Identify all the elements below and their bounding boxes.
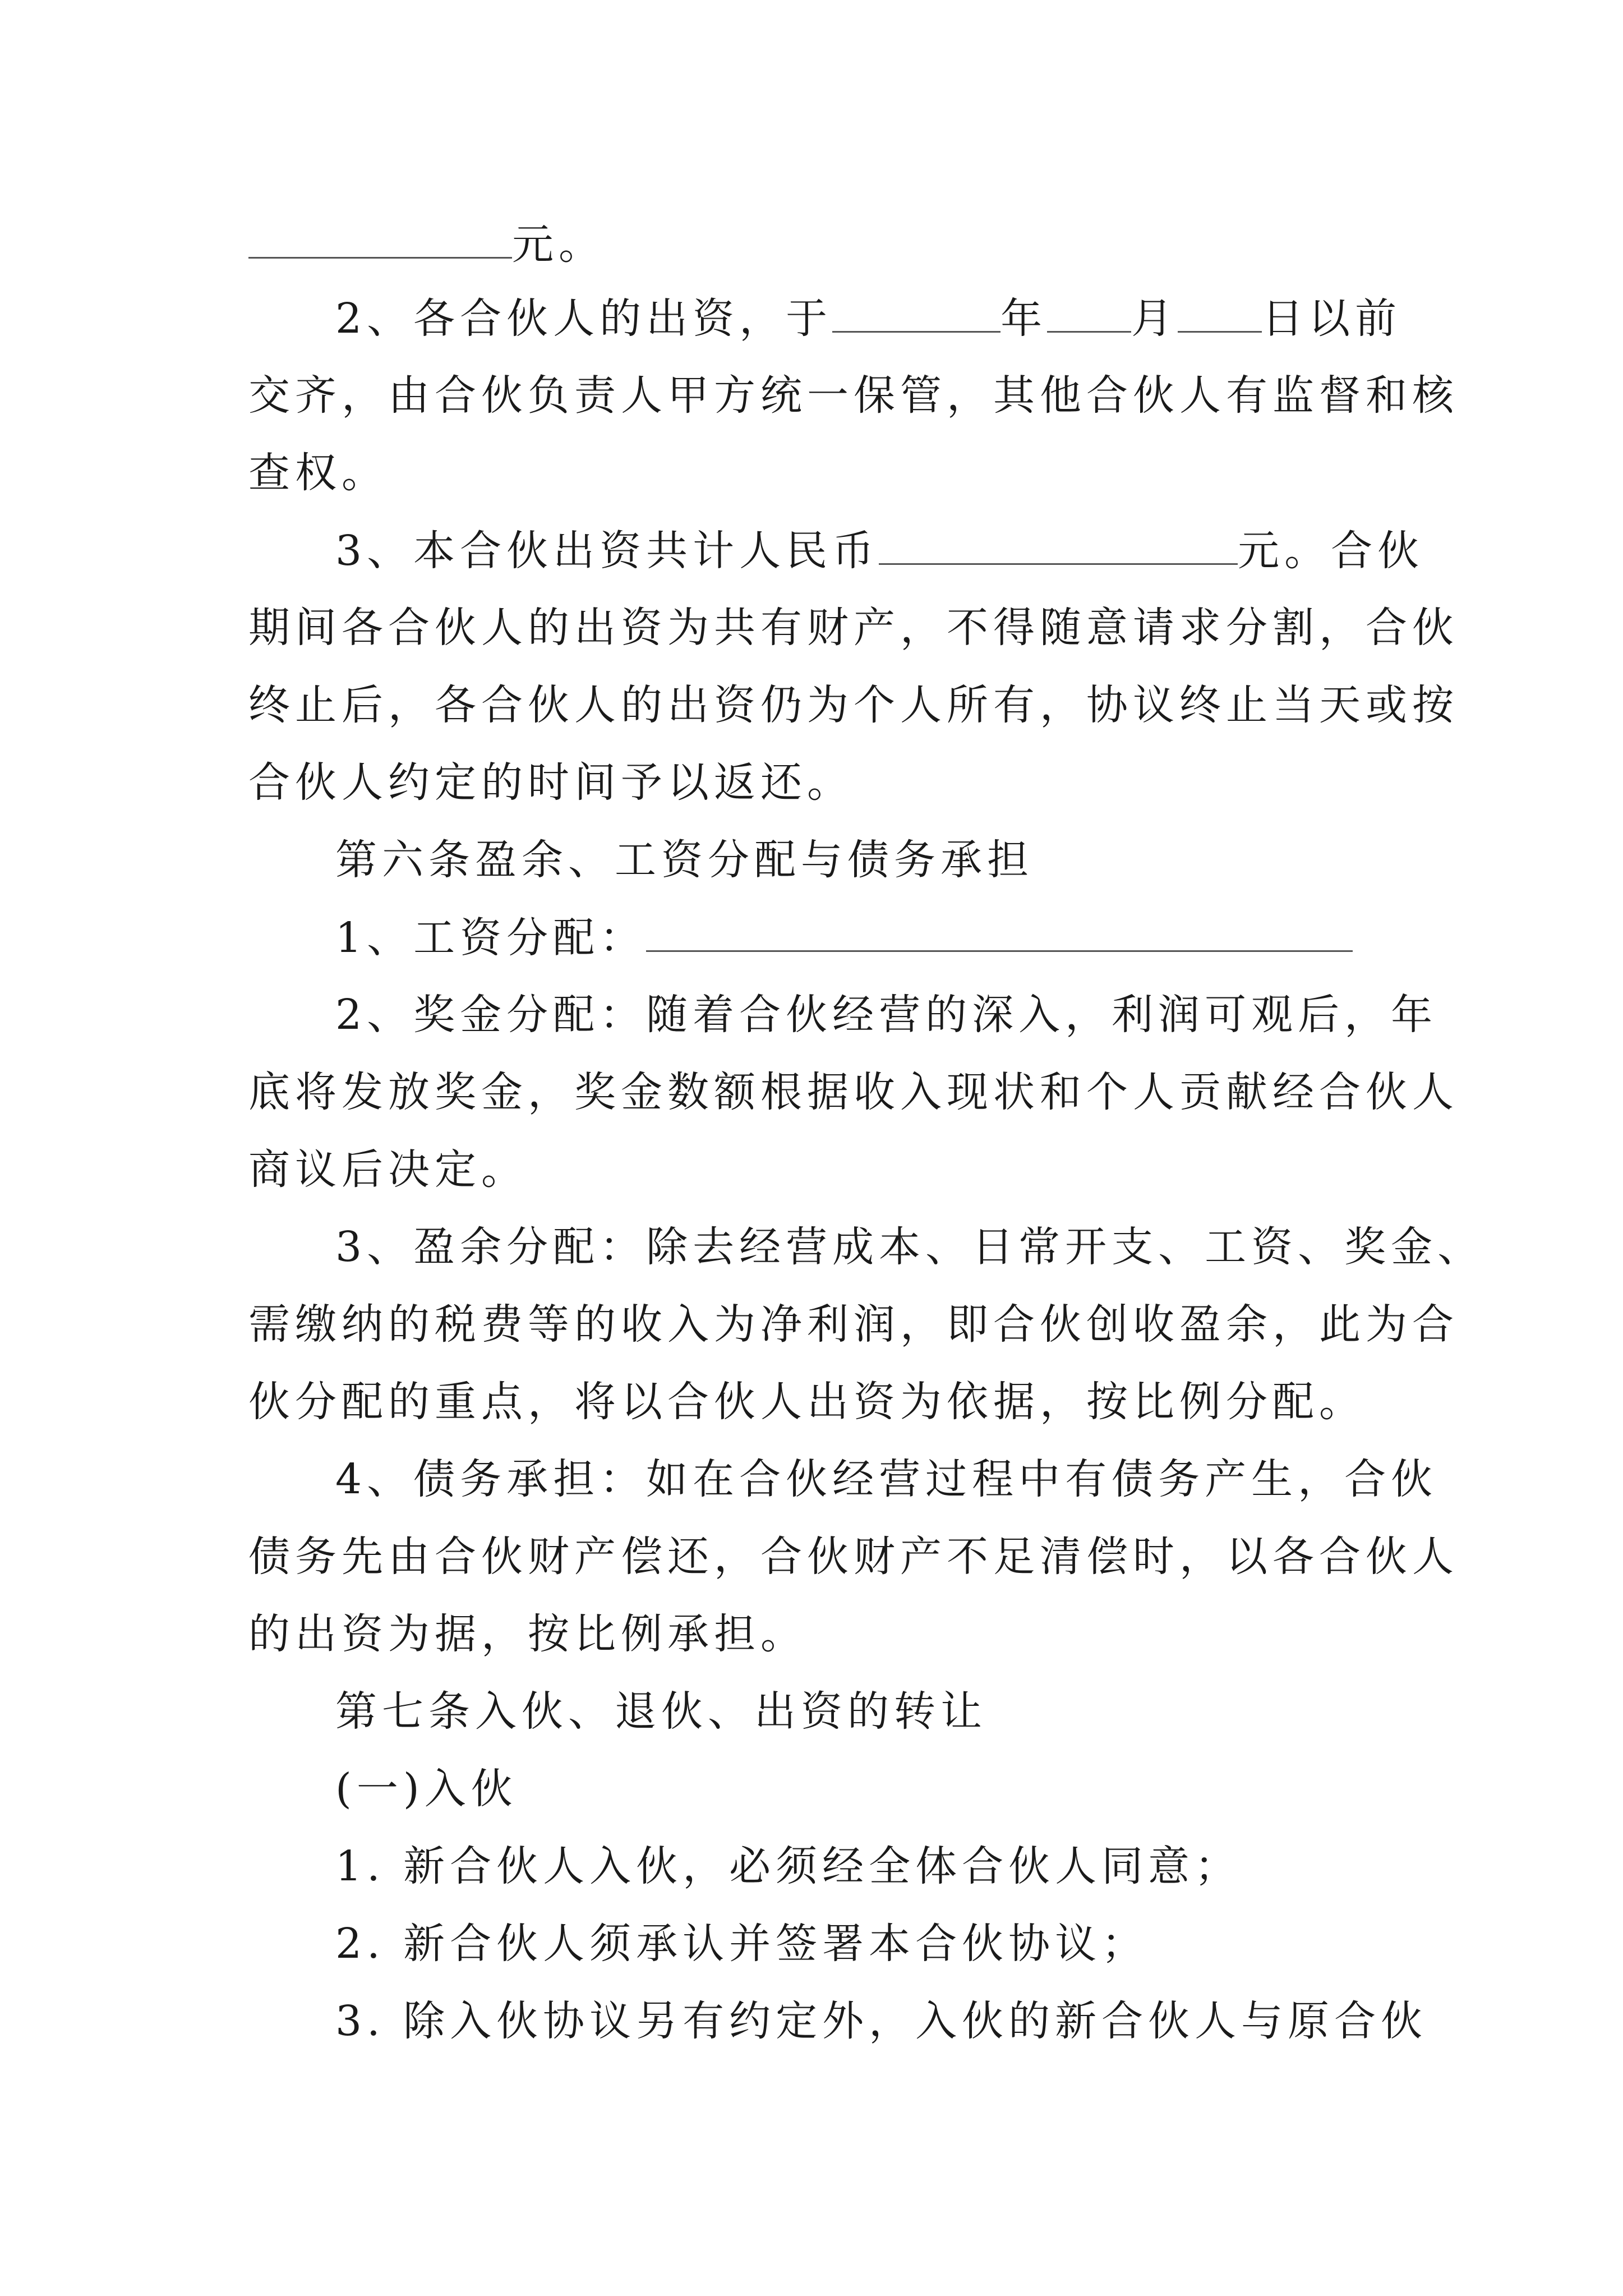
- text-line: 终止后，各合伙人的出资仍为个人所有，协议终止当天或按: [248, 681, 1459, 729]
- blank-year: [832, 297, 1000, 333]
- text-line: 4、债务承担：如在合伙经营过程中有债务产生，合伙: [335, 1455, 1438, 1503]
- list-item: 2. 新合伙人须承认并签署本合伙协议；: [335, 1920, 1149, 1968]
- list-item: 1. 新合伙人入伙，必须经全体合伙人同意；: [335, 1842, 1242, 1890]
- text-line: 需缴纳的税费等的收入为净利润，即合伙创收盈余，此为合: [248, 1300, 1459, 1349]
- text-line: 伙分配的重点，将以合伙人出资为依据，按比例分配。: [248, 1378, 1366, 1426]
- text-line: 合伙人约定的时间予以返还。: [248, 758, 854, 807]
- text-line: 期间各合伙人的出资为共有财产，不得随意请求分割，合伙: [248, 604, 1459, 652]
- text-line: 3、本合伙出资共计人民币 元。合伙: [335, 527, 1424, 575]
- text-line: 的出资为据，按比例承担。: [248, 1610, 807, 1658]
- text-line: 1、工资分配：: [335, 917, 1353, 959]
- text-line: 交齐，由合伙负责人甲方统一保管，其他合伙人有监督和核: [248, 371, 1459, 420]
- section-heading: 第七条入伙、退伙、出资的转让: [335, 1687, 987, 1736]
- blank-day: [1178, 297, 1262, 333]
- text-line: 商议后决定。: [248, 1145, 528, 1194]
- list-item: 3. 除入伙协议另有约定外，入伙的新合伙人与原合伙: [335, 1997, 1428, 2045]
- text-line: 债务先由合伙财产偿还，合伙财产不足清偿时，以各合伙人: [248, 1533, 1459, 1581]
- text-line: 3、盈余分配：除去经营成本、日常开支、工资、奖金、: [335, 1223, 1484, 1271]
- blank-month: [1047, 297, 1131, 333]
- blank-total-amount: [879, 530, 1238, 565]
- text-line: 2、奖金分配：随着合伙经营的深入，利润可观后，年: [335, 991, 1438, 1039]
- blank-amount: [248, 223, 512, 259]
- text-line: 元。: [248, 223, 605, 265]
- blank-wage: [646, 917, 1353, 952]
- subsection-heading: (一)入伙: [335, 1765, 518, 1813]
- text-line: 2、各合伙人的出资，于 年 月 日以前: [335, 295, 1402, 343]
- text-line: 底将发放奖金，奖金数额根据收入现状和个人贡献经合伙人: [248, 1068, 1459, 1116]
- text-line: 查权。: [248, 449, 388, 497]
- section-heading: 第六条盈余、工资分配与债务承担: [335, 836, 1034, 884]
